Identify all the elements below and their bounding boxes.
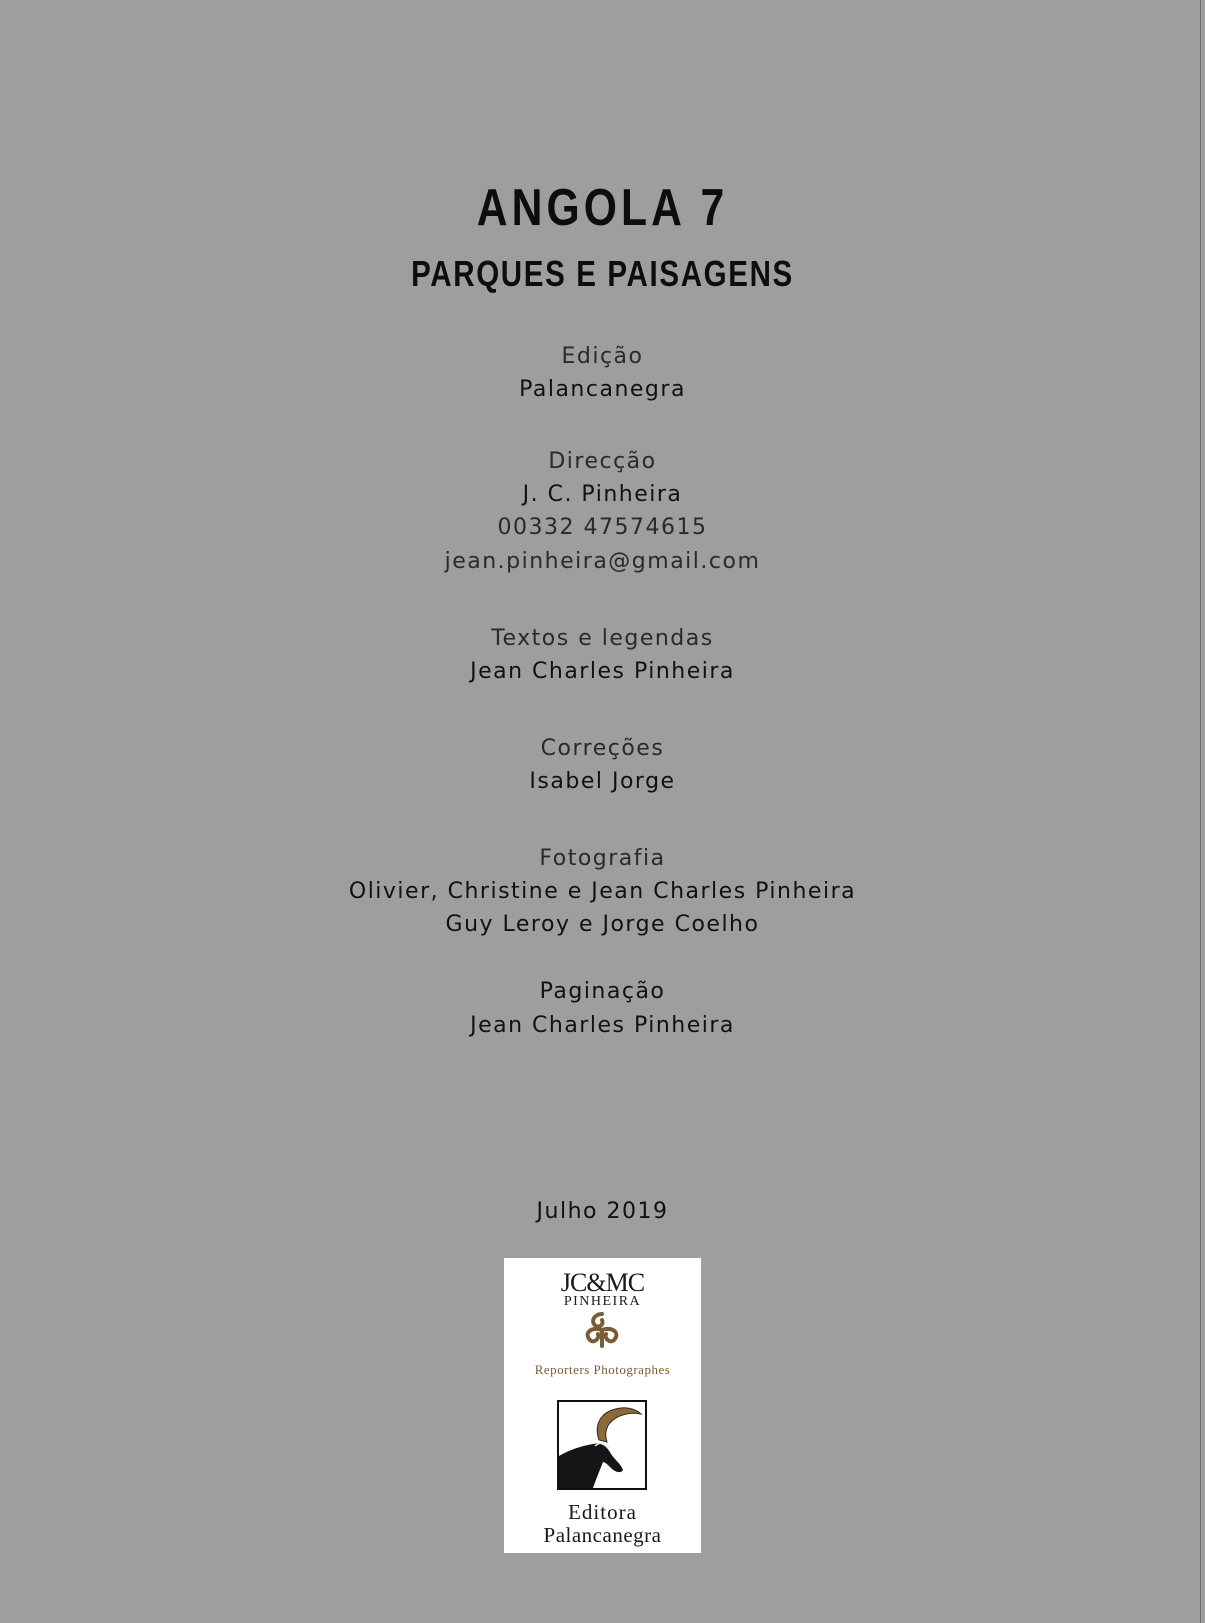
textos-label: Textos e legendas: [491, 626, 714, 651]
edicao-value: Palancanegra: [519, 377, 686, 402]
fotografia-line-2: Guy Leroy e Jorge Coelho: [445, 912, 760, 937]
direccao-name: J. C. Pinheira: [522, 482, 683, 507]
sable-antelope-photo: [557, 1400, 647, 1490]
flourish-icon: [580, 1310, 624, 1350]
publication-date: Julho 2019: [536, 1199, 669, 1224]
correcoes-value: Isabel Jorge: [529, 769, 676, 794]
fotografia-line-1: Olivier, Christine e Jean Charles Pinheira: [348, 879, 857, 904]
book-subtitle: PARQUES E PAISAGENS: [411, 253, 794, 294]
logo-publisher-line-1: Editora: [568, 1500, 637, 1524]
book-title: ANGOLA 7: [476, 179, 729, 237]
publisher-logo: [504, 1258, 701, 1553]
logo-name: PINHEIRA: [563, 1294, 642, 1309]
logo-tagline: Reporters Photographes: [534, 1362, 671, 1377]
textos-value: Jean Charles Pinheira: [470, 659, 735, 684]
direccao-label: Direcção: [548, 449, 657, 474]
edicao-label: Edição: [561, 344, 644, 369]
paginacao-value: Jean Charles Pinheira: [470, 1013, 735, 1038]
direccao-email: jean.pinheira@gmail.com: [444, 549, 761, 574]
logo-publisher-line-2: Palancanegra: [543, 1523, 662, 1547]
paginacao-label: Paginação: [539, 979, 666, 1004]
fotografia-label: Fotografia: [539, 846, 666, 871]
logo-monogram: JC&MC: [560, 1268, 645, 1297]
correcoes-label: Correções: [540, 736, 665, 761]
page-edge-line: [1200, 0, 1201, 1623]
direccao-phone: 00332 47574615: [497, 515, 708, 540]
